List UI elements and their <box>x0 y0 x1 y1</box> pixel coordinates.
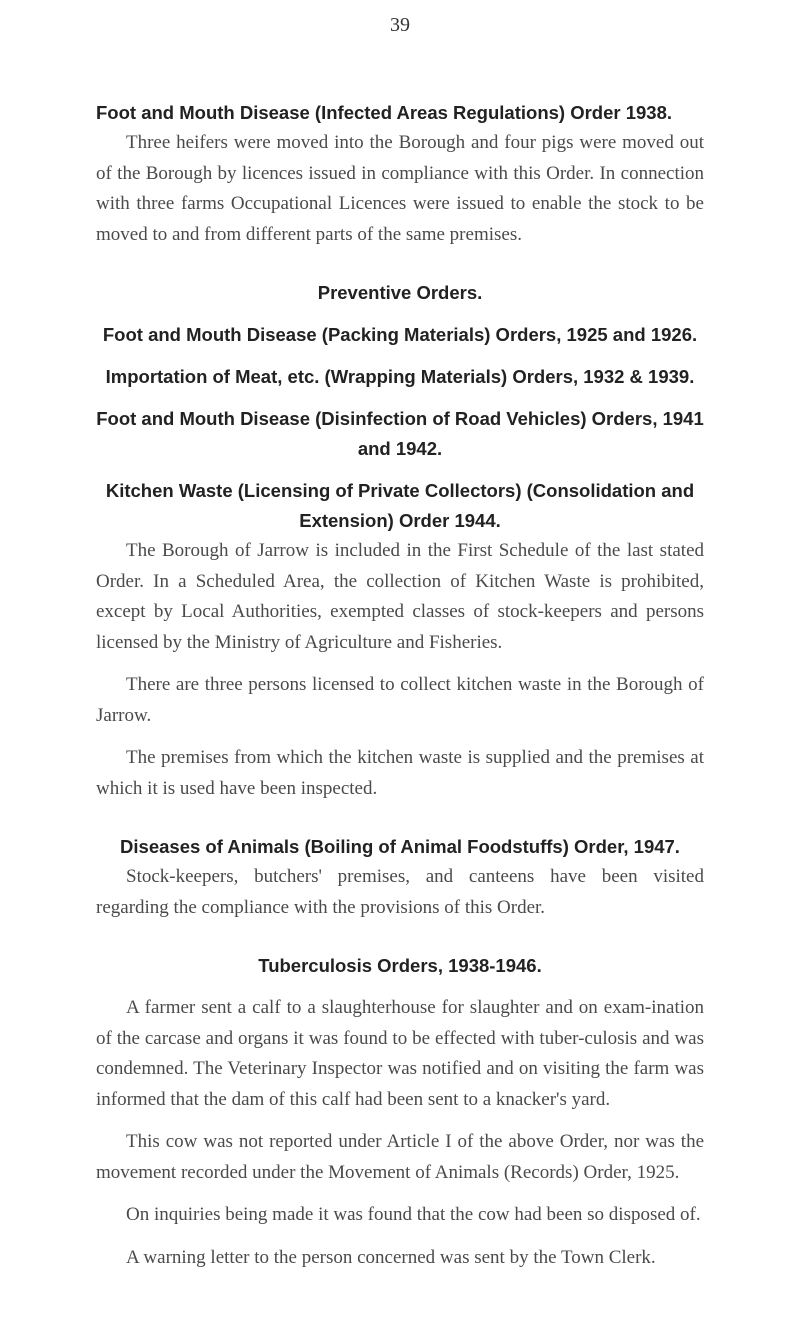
paragraph-kitchen-waste-premises: The premises from which the kitchen waste is supplied and the premises at which it is used have been inspected. <box>96 747 704 799</box>
section-heading-infected-areas: Foot and Mouth Disease (Infected Areas Regulations) Order 1938. <box>96 102 673 123</box>
paragraph-kitchen-waste-licensees: There are three persons licensed to collect kitchen waste in the Borough of Jarrow. <box>96 674 704 726</box>
paragraph-tuberculosis-warning: A warning letter to the person concerned was sent by the Town Clerk. <box>126 1246 656 1268</box>
paragraph-boiling-foodstuffs: Stock-keepers, butchers' premises, and canteens have been visited regarding the compliance with the provisions of this Order. <box>96 866 704 918</box>
paragraph-tuberculosis-cow: This cow was not reported under Article I of the above Order, nor was the movement recorded under the Movement of Animals (Records) Order, 1925. <box>96 1131 704 1183</box>
section-heading-preventive-orders: Preventive Orders. <box>317 282 483 303</box>
heading-wrapping-materials: Importation of Meat, etc. (Wrapping Materials) Orders, 1932 & 1939. <box>105 366 695 387</box>
paragraph-infected-areas: Three heifers were moved into the Borough and four pigs were moved out of the Borough by licences issued in compliance with this Order. In connection with three farms Occupational Licences were issued to enable the stock to be moved to and from different parts of the same premises. <box>96 132 704 245</box>
page-number: 39 <box>390 14 410 36</box>
document-body <box>96 98 704 1273</box>
section-heading-boiling-foodstuffs: Diseases of Animals (Boiling of Animal Foodstuffs) Order, 1947. <box>120 836 680 857</box>
heading-kitchen-waste: Kitchen Waste (Licensing of Private Collectors) (Consolidation and Extension) Order 1944. <box>105 480 695 531</box>
paragraph-kitchen-waste-schedule: The Borough of Jarrow is included in the First Schedule of the last stated Order. In a Scheduled Area, the collection of Kitchen Waste is prohibited, except by Local Authorities, exempted classes of stock-keepers and persons licensed by the Ministry of Agriculture and Fisheries. <box>96 540 704 653</box>
heading-packing-materials: Foot and Mouth Disease (Packing Materials) Orders, 1925 and 1926. <box>102 324 698 345</box>
paragraph-tuberculosis-inquiries: On inquiries being made it was found that the cow had been so disposed of. <box>126 1204 701 1225</box>
heading-disinfection-road-vehicles: Foot and Mouth Disease (Disinfection of Road Vehicles) Orders, 1941 and 1942. <box>96 408 704 459</box>
paragraph-tuberculosis-calf: A farmer sent a calf to a slaughterhouse for slaughter and on exam-ination of the carcase and organs it was found to be effected with tuber-culosis and was condemned. The Veterinary Inspector was notified and on visiting the farm was informed that the dam of this calf had been sent to a knacker's yard. <box>96 997 704 1110</box>
section-heading-tuberculosis: Tuberculosis Orders, 1938-1946. <box>258 955 542 976</box>
